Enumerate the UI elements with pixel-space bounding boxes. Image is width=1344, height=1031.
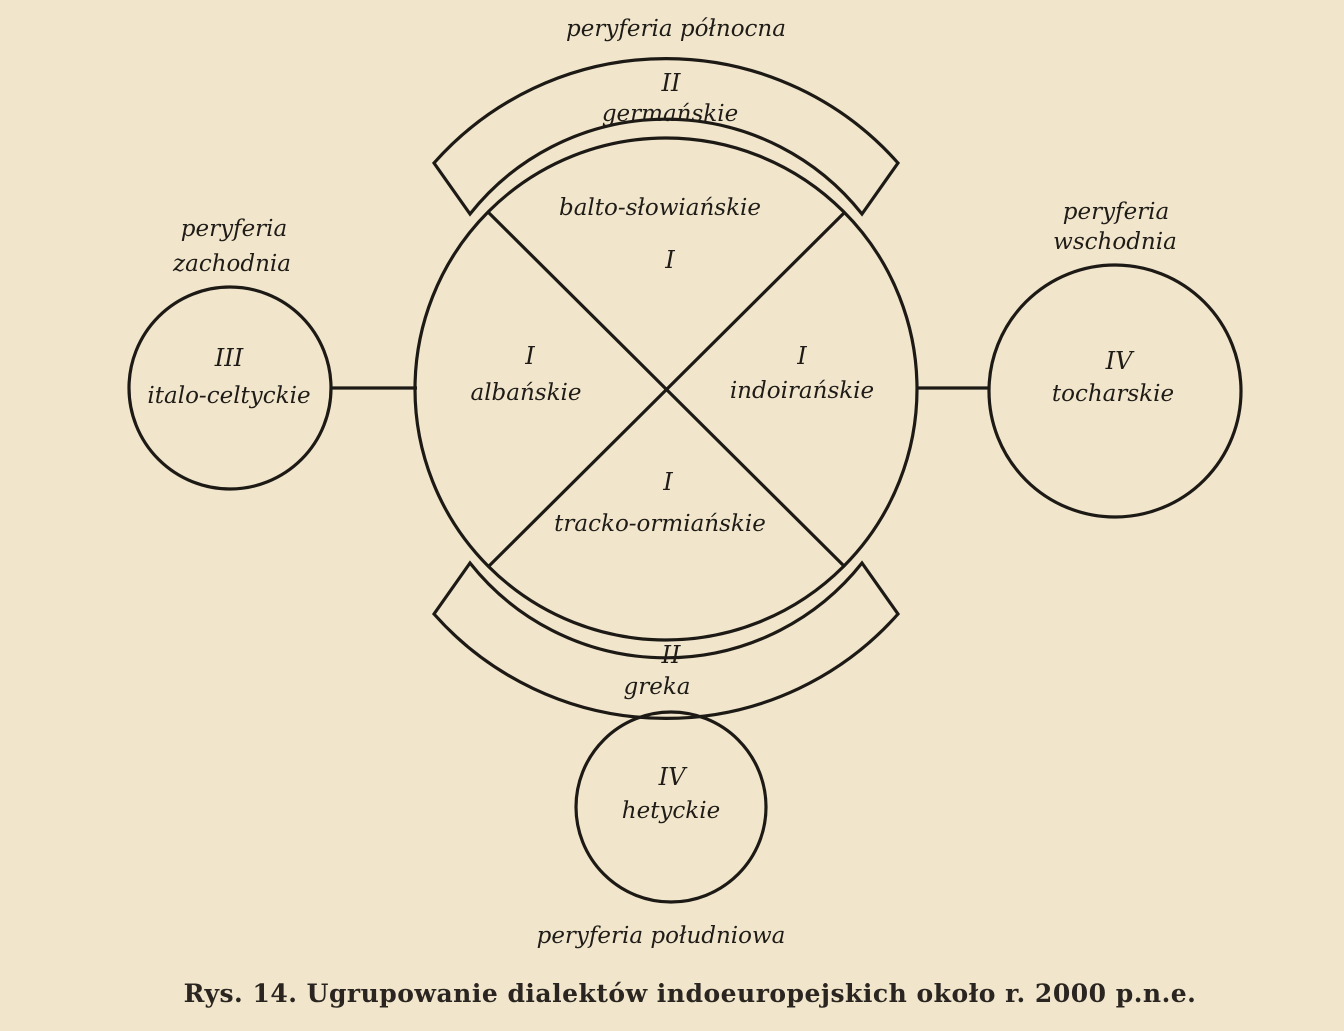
albanian-label: albańskie	[470, 380, 582, 406]
germanic-numeral: II	[661, 69, 681, 97]
indo-iranian-numeral: I	[797, 342, 807, 370]
west-periphery-label-line2: zachodnia	[173, 251, 291, 277]
italo-celtic-numeral: III	[214, 344, 244, 372]
greek-numeral: II	[661, 641, 681, 669]
west-periphery-label: peryferia	[180, 216, 288, 242]
north-periphery-label: peryferia północna	[566, 16, 786, 42]
tocharian-numeral: IV	[1105, 347, 1133, 375]
figure-caption: Rys. 14. Ugrupowanie dialektów indoeuropejskich około r. 2000 p.n.e.	[183, 979, 1197, 1008]
italo-celtic-label: italo-celtyckie	[147, 383, 311, 409]
germanic-label: germańskie	[601, 101, 739, 127]
east-periphery-label: peryferia	[1062, 199, 1170, 225]
hittite-label: hetyckie	[621, 798, 721, 824]
hittite-numeral: IV	[658, 763, 686, 791]
tocharian-label: tocharskie	[1051, 381, 1175, 407]
greek-label: greka	[623, 674, 691, 700]
thraco-armenian-numeral: I	[663, 468, 673, 496]
indo-iranian-label: indoirańskie	[729, 378, 875, 404]
balto-slavic-numeral: I	[665, 246, 675, 274]
balto-slavic-label: balto-słowiańskie	[558, 195, 762, 221]
thraco-armenian-label: tracko-ormiańskie	[554, 511, 766, 537]
albanian-numeral: I	[525, 342, 535, 370]
south-periphery-label: peryferia południowa	[536, 923, 786, 949]
east-periphery-label-line2: wschodnia	[1053, 229, 1177, 255]
